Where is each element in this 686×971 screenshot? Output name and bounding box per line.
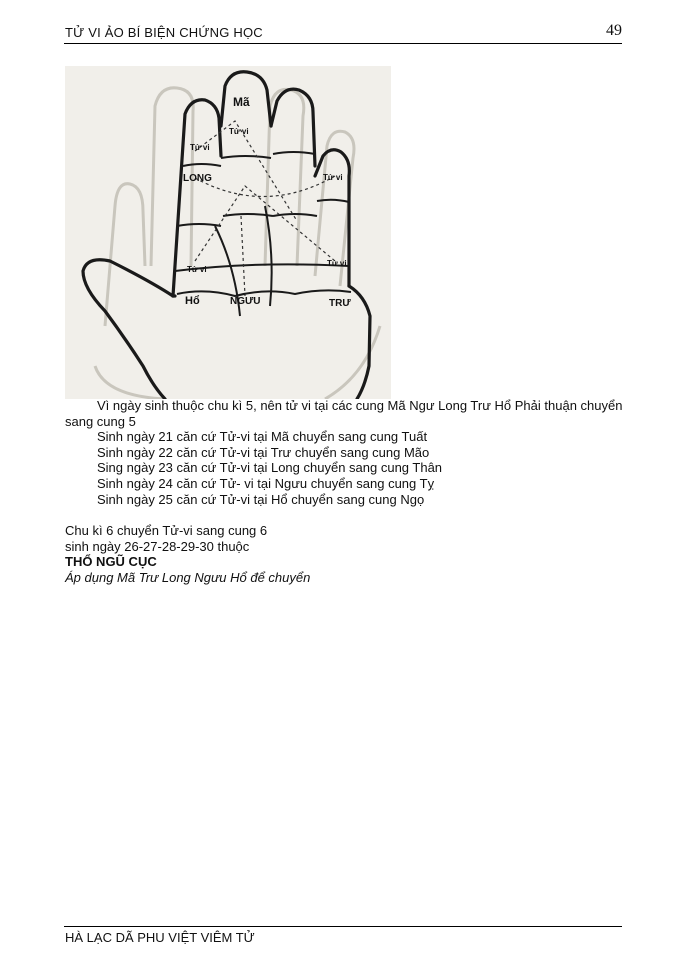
rule-line: Sinh ngày 22 căn cứ Tử-vi tại Trư chuyển sang cung Mão <box>97 444 430 460</box>
label-tuvi-tru: Tử vi <box>327 259 347 268</box>
paragraph-gap <box>65 507 623 523</box>
label-nguu: NGƯU <box>230 296 261 307</box>
label-ho: Hổ <box>185 295 200 307</box>
cycle-line-1: Chu kì 6 chuyển Tử-vi sang cung 6 <box>65 523 268 539</box>
label-tuvi-long: Tử vi <box>190 143 210 152</box>
intro-paragraph: Vì ngày sinh thuộc chu kì 5, nên tử vi tại các cung Mã Ngư Long Trư Hổ Phải thuận chuyển sang cung 5 <box>65 398 623 429</box>
hand-drawing <box>65 66 391 399</box>
joint-lines <box>175 152 349 271</box>
header-title: TỬ VI ẢO BÍ BIỆN CHỨNG HỌC <box>65 25 263 40</box>
hand-outline <box>83 72 370 399</box>
rule-line: Sinh ngày 25 căn cứ Tử-vi tại Hổ chuyển sang cung Ngọ <box>97 491 425 507</box>
cycle-line-2: sinh ngày 26-27-28-29-30 thuộc <box>65 538 250 554</box>
label-ma: Mã <box>233 95 250 109</box>
label-tuvi-ma: Tử vi <box>229 127 249 136</box>
italic-note: Áp dụng Mã Trư Long Ngưu Hổ để chuyển <box>65 569 311 585</box>
rule-line: Sing ngày 23 căn cứ Tử-vi tại Long chuyển sang cung Thân <box>97 460 443 476</box>
label-long: LONG <box>183 173 212 184</box>
section-heading: THỔ NGŨ CỤC <box>65 554 157 570</box>
header-divider <box>64 43 622 44</box>
label-tuvi-ho: Tử vi <box>187 265 207 274</box>
rule-line: Sinh ngày 21 căn cứ Tử-vi tại Mã chuyển sang cung Tuất <box>97 429 428 445</box>
rule-line: Sinh ngày 24 căn cứ Tử- vi tại Ngưu chuyển sang cung Tỵ <box>97 475 435 491</box>
footer-divider <box>64 926 622 927</box>
page-number: 49 <box>606 22 622 39</box>
label-tru: TRƯ <box>329 298 351 309</box>
footer-text: HÀ LẠC DÃ PHU VIỆT VIÊM TỬ <box>65 930 255 945</box>
label-tuvi-tru-upper: Tử vi <box>323 173 343 182</box>
hand-diagram <box>65 66 391 399</box>
body-text <box>65 398 623 586</box>
